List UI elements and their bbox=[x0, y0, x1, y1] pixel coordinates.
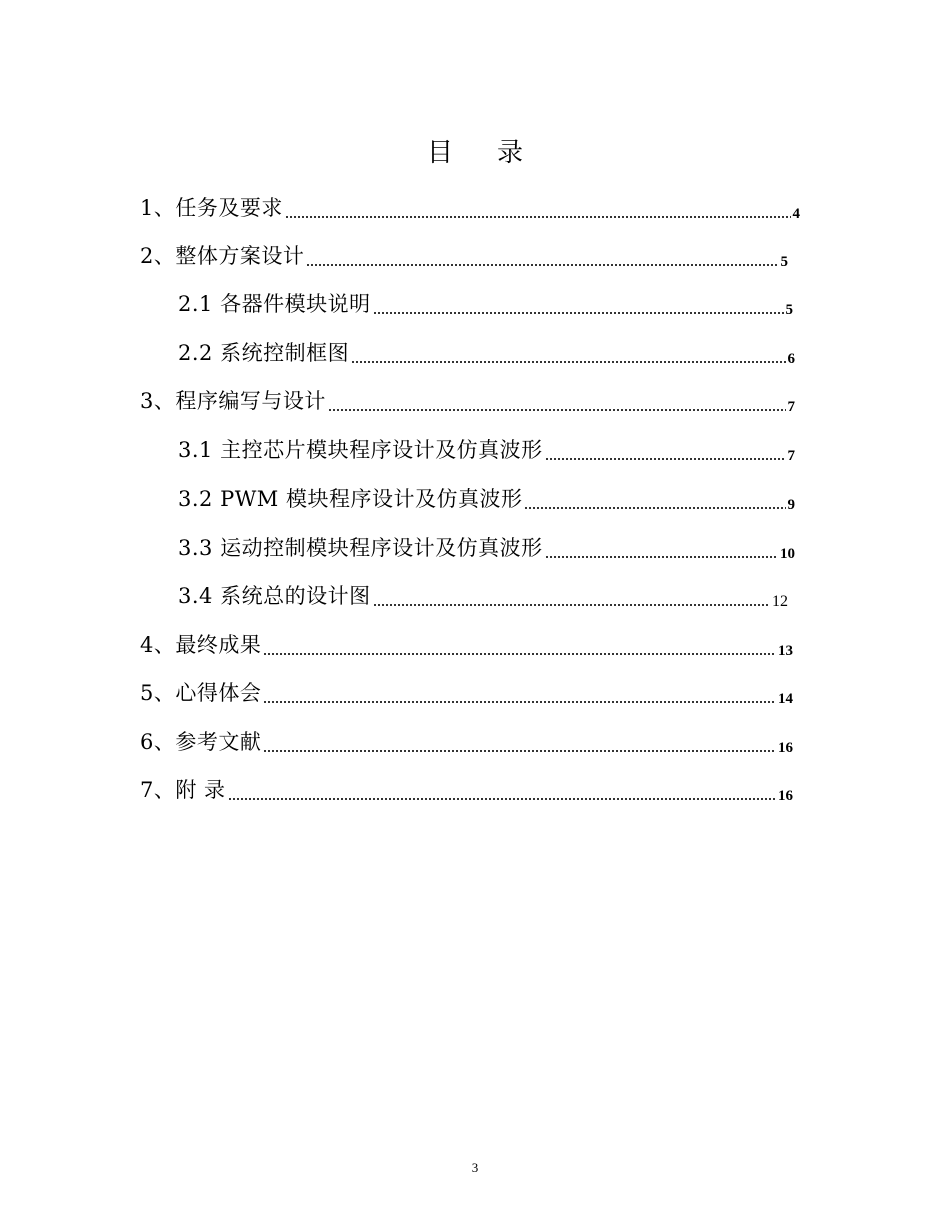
toc-dot-leader bbox=[545, 453, 786, 461]
toc-entry-label: 2.1 各器件模块说明 bbox=[178, 292, 371, 316]
toc-entry-label: 1、任务及要求 bbox=[140, 196, 283, 220]
toc-entry-4[interactable] bbox=[140, 630, 793, 660]
toc-entry-3[interactable] bbox=[140, 386, 795, 416]
toc-entry-label: 6、参考文献 bbox=[140, 730, 262, 754]
toc-entry-page: 14 bbox=[778, 691, 793, 707]
toc-entry-label: 4、最终成果 bbox=[140, 633, 262, 657]
toc-dot-leader bbox=[328, 404, 786, 412]
toc-dot-leader bbox=[263, 696, 776, 704]
toc-dot-leader bbox=[306, 259, 778, 267]
toc-entry-2[interactable] bbox=[140, 241, 788, 271]
toc-dot-leader bbox=[263, 648, 776, 656]
toc-entry-page: 4 bbox=[792, 206, 800, 222]
toc-entry-label: 2、整体方案设计 bbox=[140, 244, 305, 268]
toc-entry-page: 9 bbox=[787, 497, 795, 513]
toc-entry-label: 7、附 录 bbox=[140, 778, 226, 802]
toc-dot-leader bbox=[373, 307, 784, 315]
toc-entry-3-4[interactable] bbox=[178, 581, 788, 611]
toc-entry-7[interactable] bbox=[140, 775, 793, 805]
toc-entry-label: 5、心得体会 bbox=[140, 681, 262, 705]
toc-entry-page: 13 bbox=[778, 643, 793, 659]
toc-entry-page: 7 bbox=[787, 448, 795, 464]
toc-entry-label: 3、程序编写与设计 bbox=[140, 389, 326, 413]
toc-entry-label: 2.2 系统控制框图 bbox=[178, 341, 350, 365]
toc-dot-leader bbox=[285, 211, 791, 219]
toc-dot-leader bbox=[545, 551, 778, 559]
toc-entry-page: 16 bbox=[778, 740, 793, 756]
page-number: 3 bbox=[471, 1160, 479, 1175]
toc-entry-3-2[interactable] bbox=[178, 484, 795, 514]
toc-entry-6[interactable] bbox=[140, 727, 793, 757]
toc-entry-page: 10 bbox=[780, 546, 795, 562]
toc-entry-2-1[interactable] bbox=[178, 289, 793, 319]
toc-entry-page: 5 bbox=[785, 302, 793, 318]
toc-entry-2-2[interactable] bbox=[178, 338, 795, 368]
toc-title-left: 目 bbox=[426, 138, 453, 168]
toc-entry-label: 3.4 系统总的设计图 bbox=[178, 584, 371, 608]
toc-entry-label: 3.2 PWM 模块程序设计及仿真波形 bbox=[178, 487, 523, 511]
toc-entry-label: 3.1 主控芯片模块程序设计及仿真波形 bbox=[178, 438, 543, 462]
toc-dot-leader bbox=[524, 502, 785, 510]
toc-entry-page: 7 bbox=[787, 399, 795, 415]
toc-dot-leader bbox=[263, 745, 776, 753]
toc-entry-3-1[interactable] bbox=[178, 435, 795, 465]
toc-entry-page: 6 bbox=[787, 351, 795, 367]
toc-dot-leader bbox=[351, 356, 785, 364]
toc-entry-5[interactable] bbox=[140, 678, 793, 708]
toc-dot-leader bbox=[228, 793, 776, 801]
toc-entry-3-3[interactable] bbox=[178, 533, 795, 563]
toc-dot-leader bbox=[373, 599, 770, 607]
toc-entry-page: 12 bbox=[772, 593, 788, 610]
toc-title-right: 录 bbox=[497, 138, 524, 168]
toc-entry-label: 3.3 运动控制模块程序设计及仿真波形 bbox=[178, 536, 543, 560]
toc-entry-1[interactable] bbox=[140, 193, 800, 223]
toc-entry-page: 5 bbox=[780, 254, 788, 270]
toc-entry-page: 16 bbox=[778, 788, 793, 804]
